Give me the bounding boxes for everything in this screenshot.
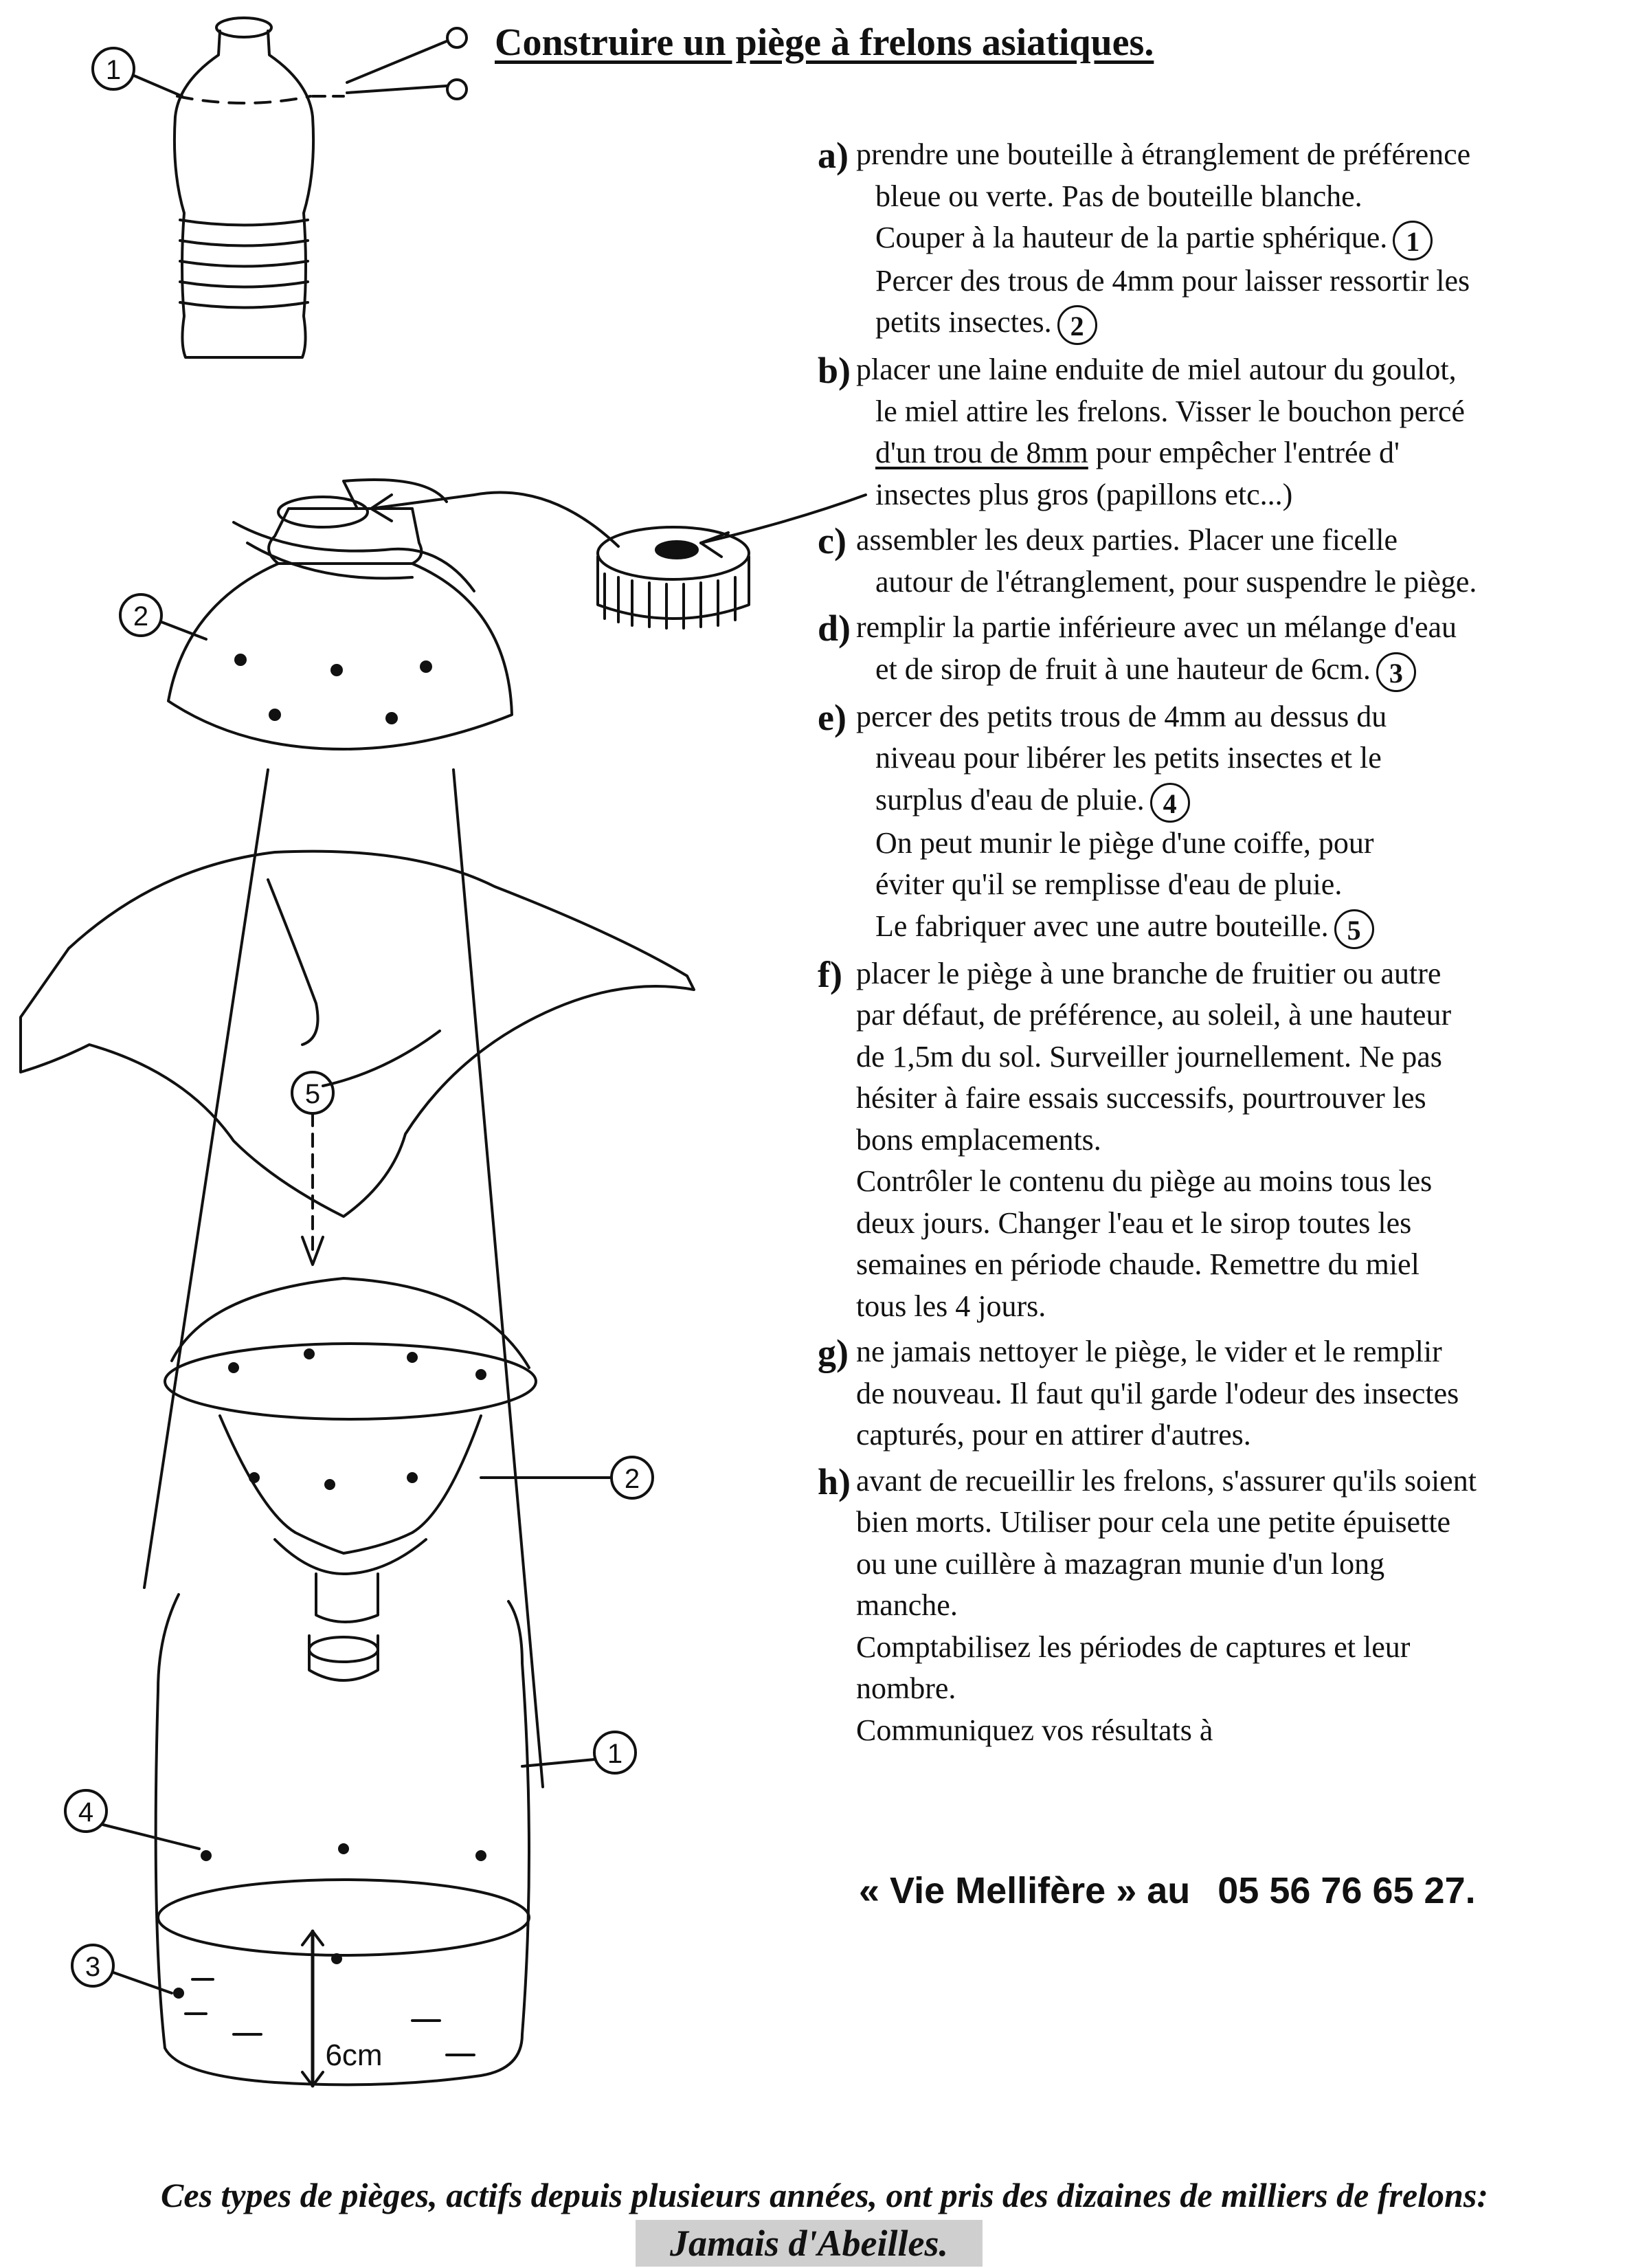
step-text: et de sirop de fruit à une hauteur de 6cm.	[875, 652, 1371, 686]
step-line: niveau pour libérer les petits insectes et le	[875, 741, 1382, 775]
step-letter: f)	[818, 953, 842, 995]
step-line	[856, 779, 1642, 823]
instruction-list	[818, 134, 1642, 1755]
step-f	[818, 953, 1642, 1328]
footer-note: Ces types de pièges, actifs depuis plusieurs années, ont pris des dizaines de milliers de frelons:	[161, 2176, 1488, 2214]
footer-slogan: Jamais d'Abeilles.	[636, 2220, 983, 2267]
callout-label: 1	[105, 55, 122, 85]
callout-label: 1	[607, 1739, 623, 1769]
phone-number: 05 56 76 65 27.	[1218, 1870, 1476, 1911]
step-line: autour de l'étranglement, pour suspendre le piège.	[875, 564, 1477, 599]
step-letter: b)	[818, 350, 851, 392]
step-letter: c)	[818, 520, 846, 562]
step-b	[818, 349, 1642, 515]
ref-number: 1	[1393, 221, 1433, 260]
step-text: pour empêcher l'entrée d'	[1088, 436, 1400, 470]
step-line: On peut munir le piège d'une coiffe, pour	[875, 825, 1374, 860]
step-line: hésiter à faire essais successifs, pourtrouver les	[856, 1081, 1426, 1115]
step-line: capturés, pour en attirer d'autres.	[856, 1418, 1251, 1452]
trap-cone-upper	[168, 480, 512, 749]
step-line	[856, 217, 1642, 260]
ref-number: 4	[1150, 783, 1190, 823]
step-a	[818, 134, 1642, 345]
ref-number: 5	[1334, 909, 1374, 949]
step-line: placer le piège à une branche de fruitier ou autre	[856, 956, 1442, 990]
step-line: prendre une bouteille à étranglement de préférence	[856, 137, 1471, 171]
callout-label: 4	[78, 1797, 94, 1827]
step-line	[856, 906, 1642, 949]
step-line	[856, 649, 1642, 692]
underlined-text: d'un trou de 8mm	[875, 436, 1088, 470]
callout-label: 2	[133, 601, 149, 632]
step-text: petits insectes.	[875, 305, 1052, 340]
step-text: surplus d'eau de pluie.	[875, 782, 1145, 816]
step-letter: h)	[818, 1460, 851, 1502]
step-c	[818, 520, 1642, 603]
step-line: de nouveau. Il faut qu'il garde l'odeur des insectes	[856, 1376, 1459, 1410]
step-line: semaines en période chaude. Remettre du miel	[856, 1247, 1420, 1282]
step-line: Communiquez vos résultats à	[856, 1713, 1213, 1747]
trap-assembled	[156, 1278, 536, 2086]
step-line: le miel attire les frelons. Visser le bouchon percé	[875, 394, 1465, 428]
step-text: Couper à la hauteur de la partie sphérique.	[875, 221, 1388, 254]
step-line: éviter qu'il se remplisse d'eau de pluie.	[875, 867, 1343, 902]
callout-label: 5	[304, 1079, 321, 1109]
step-line: avant de recueillir les frelons, s'assurer qu'ils soient	[856, 1463, 1477, 1498]
ref-number: 3	[1376, 652, 1416, 692]
step-line: assembler les deux parties. Placer une ficelle	[856, 523, 1398, 557]
step-line: percer des petits trous de 4mm au dessus du	[856, 699, 1387, 733]
height-label: 6cm	[325, 2038, 383, 2072]
step-letter: d)	[818, 608, 851, 649]
step-h	[818, 1460, 1642, 1752]
step-e	[818, 696, 1642, 949]
step-line: Percer des trous de 4mm pour laisser ressortir les	[875, 263, 1470, 298]
step-line	[856, 302, 1642, 345]
scissors-icon	[347, 28, 467, 99]
step-letter: g)	[818, 1332, 849, 1374]
step-line	[856, 432, 1642, 474]
step-line: insectes plus gros (papillons etc...)	[875, 477, 1293, 511]
step-letter: e)	[818, 696, 846, 738]
step-line: par défaut, de préférence, au soleil, à une hauteur	[856, 998, 1452, 1032]
step-line: bien morts. Utiliser pour cela une petite épuisette	[856, 1505, 1451, 1539]
step-line: bons emplacements.	[856, 1122, 1101, 1157]
step-letter: a)	[818, 135, 849, 176]
contact-line	[859, 1869, 1476, 1912]
step-line: de 1,5m du sol. Surveiller journellement. Ne pas	[856, 1039, 1442, 1074]
step-line: bleue ou verte. Pas de bouteille blanche.	[875, 179, 1362, 213]
step-line: nombre.	[856, 1671, 956, 1706]
step-d	[818, 607, 1642, 691]
bottle-icon	[175, 18, 344, 357]
step-line: tous les 4 jours.	[856, 1289, 1046, 1323]
step-line: ou une cuillère à mazagran munie d'un long	[856, 1546, 1385, 1581]
organization-name: « Vie Mellifère » au	[859, 1870, 1191, 1911]
step-line: ne jamais nettoyer le piège, le vider et le remplir	[856, 1335, 1442, 1369]
ref-number: 2	[1057, 305, 1097, 345]
callout-label: 2	[624, 1464, 640, 1494]
step-text: Le fabriquer avec une autre bouteille.	[875, 909, 1329, 943]
step-g	[818, 1331, 1642, 1456]
callout-label: 3	[85, 1952, 101, 1982]
page-title: Construire un piège à frelons asiatiques.	[495, 21, 1154, 64]
step-line: remplir la partie inférieure avec un mélange d'eau	[856, 610, 1457, 645]
step-line: deux jours. Changer l'eau et le sirop toutes les	[856, 1205, 1412, 1240]
step-line: Contrôler le contenu du piège au moins tous les	[856, 1164, 1433, 1199]
step-line: manche.	[856, 1588, 958, 1623]
rain-hood	[21, 852, 694, 1216]
step-line: Comptabilisez les périodes de captures et leur	[856, 1630, 1411, 1664]
step-line: placer une laine enduite de miel autour du goulot,	[856, 353, 1457, 387]
